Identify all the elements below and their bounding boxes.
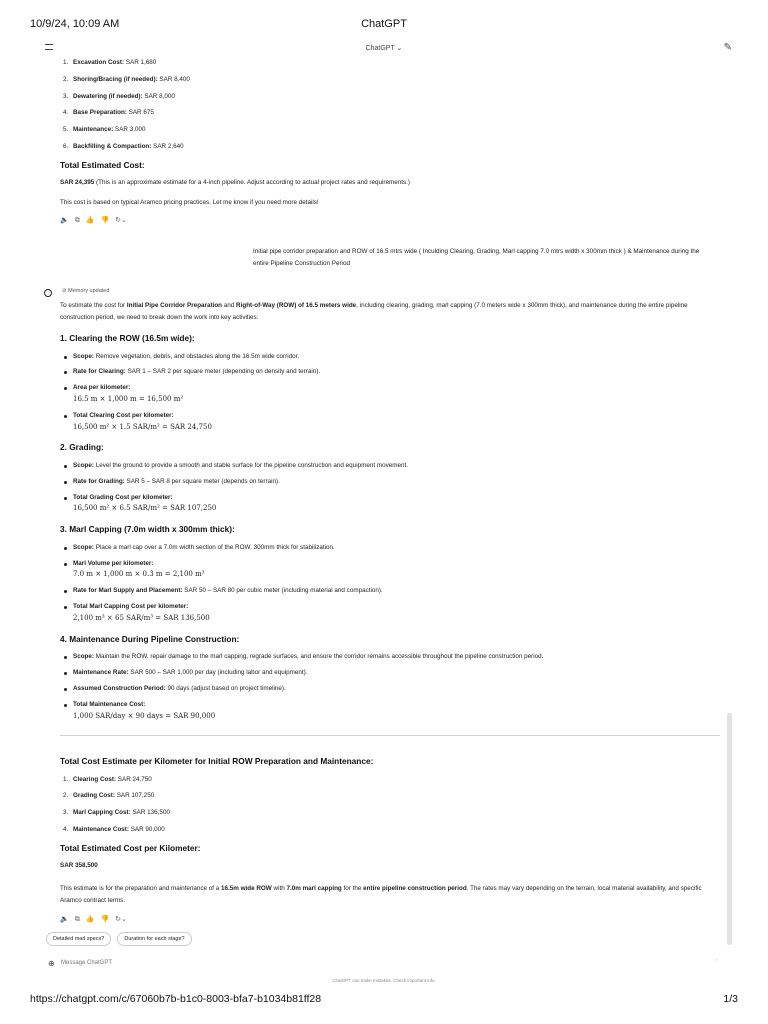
formula: 7.0 m × 1,000 m × 0.3 m = 2,100 m³ [73, 570, 205, 579]
list-item: 4. Maintenance Cost: SAR 90,000 [63, 826, 165, 834]
print-timestamp: 10/9/24, 10:09 AM [30, 18, 120, 30]
scrollbar[interactable] [727, 713, 732, 945]
print-header [30, 18, 738, 34]
suggestion-chip[interactable]: Detailed marl specs? [46, 932, 111, 946]
list-item: Total Clearing Cost per kilometer: 16,500 m² × 1.5 SAR/m² = SAR 24,750 [60, 412, 720, 433]
regenerate-icon[interactable]: ↻⌄ [115, 915, 127, 923]
list-item: Total Maintenance Cost: 1,000 SAR/day × 90 days = SAR 90,000 [60, 701, 720, 722]
message-actions [60, 915, 720, 924]
section-list [60, 353, 720, 433]
assistant-answer [60, 300, 720, 728]
list-item: Marl Volume per kilometer: 7.0 m × 1,000 m × 0.3 m = 2,100 m³ [60, 560, 720, 581]
total-heading: Total Estimated Cost per Kilometer: [60, 842, 201, 853]
summary-list [60, 776, 720, 835]
print-footer [30, 993, 738, 1007]
attach-icon[interactable]: ⊕ [48, 959, 55, 968]
speaker-icon[interactable]: 🔈 [60, 915, 69, 923]
summary-section [60, 756, 720, 924]
list-item: 1. Excavation Cost: SAR 1,680 [63, 59, 157, 66]
section-heading: 3. Marl Capping (7.0m width x 300mm thick): [60, 524, 235, 535]
list-item: Total Marl Capping Cost per kilometer: 2,100 m³ × 65 SAR/m³ = SAR 136,500 [60, 603, 720, 624]
list-item: Scope: Maintain the ROW, repair damage to the marl capping, regrade surfaces, and ensure the corridor remains accessible throughout the pipeline construction period. [60, 653, 720, 662]
list-item: 6. Backfilling & Compaction: SAR 2,640 [63, 143, 184, 151]
list-item: 2. Shoring/Bracing (if needed): SAR 8,400 [63, 75, 190, 83]
list-item: Scope: Remove vegetation, debris, and obstacles along the 16.5m wide corridor. [60, 353, 720, 362]
list-item: Maintenance Rate: SAR 500 – SAR 1,000 per day (including labor and equipment). [60, 669, 720, 678]
app-bar [30, 42, 738, 58]
formula: 1,000 SAR/day × 90 days = SAR 90,000 [73, 711, 216, 720]
thumbs-up-icon[interactable]: 👍 [85, 915, 95, 923]
print-url: https://chatgpt.com/c/67060b7b-b1c0-8003-bfa7-b1034b81ff28 [30, 993, 322, 1005]
list-item: Assumed Construction Period: 90 days (adjust based on project timeline). [60, 685, 720, 694]
thumbs-up-icon[interactable]: 👍 [85, 216, 95, 224]
copy-icon[interactable]: ⧉ [74, 216, 80, 224]
list-item: 2. Grading Cost: SAR 107,250 [63, 792, 155, 800]
total-heading: Total Estimated Cost: [60, 159, 145, 170]
previous-answer [60, 59, 720, 225]
regenerate-icon[interactable]: ↻⌄ [115, 216, 127, 224]
speaker-icon[interactable]: 🔈 [60, 216, 69, 224]
list-item: Scope: Level the ground to provide a smooth and stable surface for the pipeline construction and equipment movement. [60, 462, 720, 471]
list-item: Rate for Clearing: SAR 1 – SAR 2 per square meter (depending on density and terrain). [60, 368, 720, 377]
assistant-avatar [44, 289, 52, 297]
list-item: 5. Maintenance: SAR 3,000 [63, 126, 146, 134]
section-list [60, 653, 720, 721]
list-item: Area per kilometer: 16.5 m × 1,000 m = 16,500 m² [60, 384, 720, 405]
send-icon[interactable]: ↑ [715, 958, 718, 964]
list-item: 4. Base Preparation: SAR 675 [63, 109, 154, 117]
summary-heading: Total Cost Estimate per Kilometer for Initial ROW Preparation and Maintenance: [60, 756, 374, 766]
user-message: Initial pipe corridor preparation and ROW of 16.5 mtrs wide ( Inculding Clearing, Grading, Marl capping 7.0 mtrs width x 300mm thick ) & Maintenance during the entire Pipeline Construction Period [253, 248, 700, 267]
memory-updated[interactable]: ⊘ Memory updated [62, 288, 110, 294]
list-item: 1. Clearing Cost: SAR 24,750 [63, 775, 152, 783]
answer-intro: To estimate the cost for Initial Pipe Corridor Preparation and Right-of-Way (ROW) of 16.5 meters wide, including clearing, grading, marl capping (7.0 meters wide x 300mm thick), and maintenance during the entire pipeline construction period, we need to break down the work into key activities: [60, 302, 688, 321]
list-item: Total Grading Cost per kilometer: 16,500 m² × 6.5 SAR/m² = SAR 107,250 [60, 494, 720, 515]
thumbs-down-icon[interactable]: 👎 [100, 915, 110, 923]
list-item: Rate for Marl Supply and Placement: SAR 50 – SAR 80 per cubic meter (including material and compaction). [60, 587, 720, 596]
thumbs-down-icon[interactable]: 👎 [100, 216, 110, 224]
list-item: Scope: Place a marl cap over a 7.0m width section of the ROW, 300mm thick for stabilization. [60, 544, 720, 553]
edit-icon[interactable]: ✎ [723, 42, 732, 53]
section-list [60, 462, 720, 514]
section-heading: 1. Clearing the ROW (16.5m wide): [60, 332, 195, 343]
message-input[interactable]: Message ChatGPT [61, 960, 113, 966]
model-selector[interactable]: ChatGPT ⌄ [365, 45, 403, 52]
formula: 2,100 m³ × 65 SAR/m³ = SAR 136,500 [73, 613, 210, 622]
list-item: 3. Dewatering (if needed): SAR 8,000 [63, 92, 175, 100]
copy-icon[interactable]: ⧉ [74, 915, 80, 923]
closing-text: This estimate is for the preparation and maintenance of a 16.5m wide ROW with 7.0m marl capping for the entire pipeline construction period. The rates may vary depending on the terrain, local material availability, and specific Aramco contract terms. [60, 885, 702, 905]
suggestion-chips [46, 932, 192, 946]
list-item: Rate for Grading: SAR 5 – SAR 8 per square meter (depends on terrain). [60, 478, 720, 487]
message-actions [60, 216, 720, 225]
message-composer[interactable] [46, 955, 722, 971]
closing-text: This cost is based on typical Aramco pricing practices. Let me know if you need more details! [60, 199, 319, 207]
list-item: 3. Marl Capping Cost: SAR 136,500 [63, 809, 170, 817]
page-number: 1/3 [723, 993, 738, 1005]
suggestion-chip[interactable]: Duration for each stage? [117, 932, 191, 946]
total-value: SAR 358,500 [60, 862, 98, 870]
print-title: ChatGPT [361, 18, 407, 30]
formula: 16.5 m × 1,000 m = 16,500 m² [73, 394, 184, 403]
formula: 16,500 m² × 6.5 SAR/m² = SAR 107,250 [73, 504, 217, 513]
formula: 16,500 m² × 1.5 SAR/m² = SAR 24,750 [73, 422, 212, 431]
section-heading: 4. Maintenance During Pipeline Construction: [60, 633, 240, 644]
section-list [60, 544, 720, 624]
divider [60, 735, 720, 736]
previous-cost-list [60, 59, 720, 152]
total-line: SAR 24,395 (This is an approximate estimate for a 4-inch pipeline. Adjust according to actual project rates and requirements.) [60, 179, 411, 187]
disclaimer: ChatGPT can make mistakes. Check important info. [332, 978, 436, 983]
section-heading: 2. Grading: [60, 442, 104, 453]
